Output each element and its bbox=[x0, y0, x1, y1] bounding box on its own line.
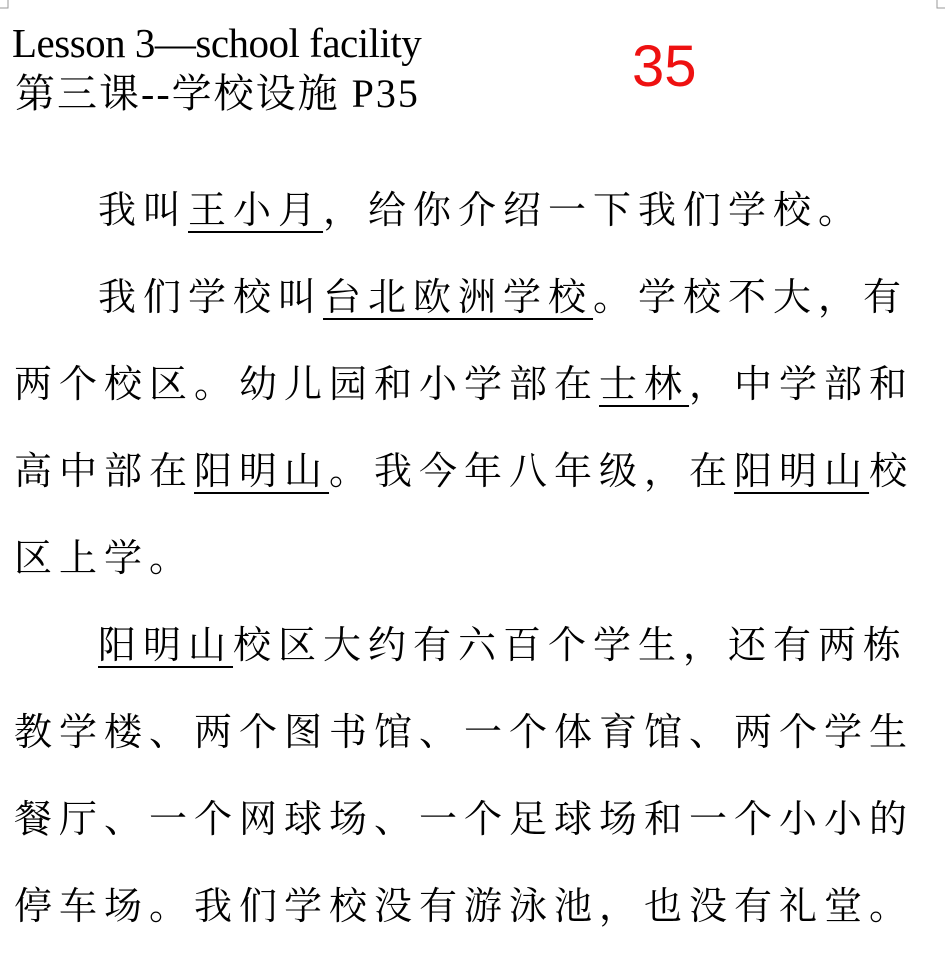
lesson-title-english: Lesson 3—school facility bbox=[12, 20, 422, 66]
paragraph-3-line-1 bbox=[14, 602, 926, 689]
underlined-place-name: 阳明山 bbox=[194, 449, 330, 493]
text-segment: 区上学。 bbox=[14, 536, 195, 580]
paragraph-2-line-1 bbox=[14, 254, 926, 341]
paragraph-1-line-1 bbox=[14, 167, 926, 254]
text-segment: 教学楼、两个图书馆、一个体育馆、两个学生 bbox=[14, 710, 915, 754]
text-segment: 餐厅、一个网球场、一个足球场和一个小小的 bbox=[14, 797, 915, 841]
paragraph-3-line-2 bbox=[14, 689, 926, 776]
underlined-place-name: 阳明山 bbox=[98, 623, 234, 667]
underlined-school-name: 台北欧洲学校 bbox=[323, 275, 594, 319]
underlined-name: 王小月 bbox=[188, 188, 324, 232]
text-segment: 我们学校叫 bbox=[98, 275, 324, 319]
text-segment: 校 bbox=[869, 449, 915, 493]
underlined-place-name: 士林 bbox=[599, 362, 690, 406]
text-segment: 两个校区。幼儿园和小学部在 bbox=[14, 362, 600, 406]
text-segment: 我叫 bbox=[98, 188, 189, 232]
page-number: 35 bbox=[632, 34, 697, 99]
text-segment: 高中部在 bbox=[14, 449, 195, 493]
text-segment: ，给你介绍一下我们学校。 bbox=[323, 188, 864, 232]
underlined-place-name: 阳明山 bbox=[734, 449, 870, 493]
text-segment: 。学校不大，有 bbox=[593, 275, 909, 319]
text-segment: ，中学部和 bbox=[689, 362, 915, 406]
passage-text bbox=[14, 167, 926, 950]
paragraph-2-line-3 bbox=[14, 428, 926, 515]
lesson-title-chinese: 第三课--学校设施 P35 bbox=[15, 71, 420, 116]
paragraph-3-line-4 bbox=[14, 863, 926, 950]
text-segment: 校区大约有六百个学生，还有两栋 bbox=[233, 623, 909, 667]
paragraph-2-line-2 bbox=[14, 341, 926, 428]
page-corner-marks bbox=[0, 0, 945, 20]
paragraph-3-line-3 bbox=[14, 776, 926, 863]
paragraph-2-line-4 bbox=[14, 515, 926, 602]
text-segment: 停车场。我们学校没有游泳池，也没有礼堂。 bbox=[14, 884, 915, 928]
text-segment: 。我今年八年级，在 bbox=[329, 449, 735, 493]
